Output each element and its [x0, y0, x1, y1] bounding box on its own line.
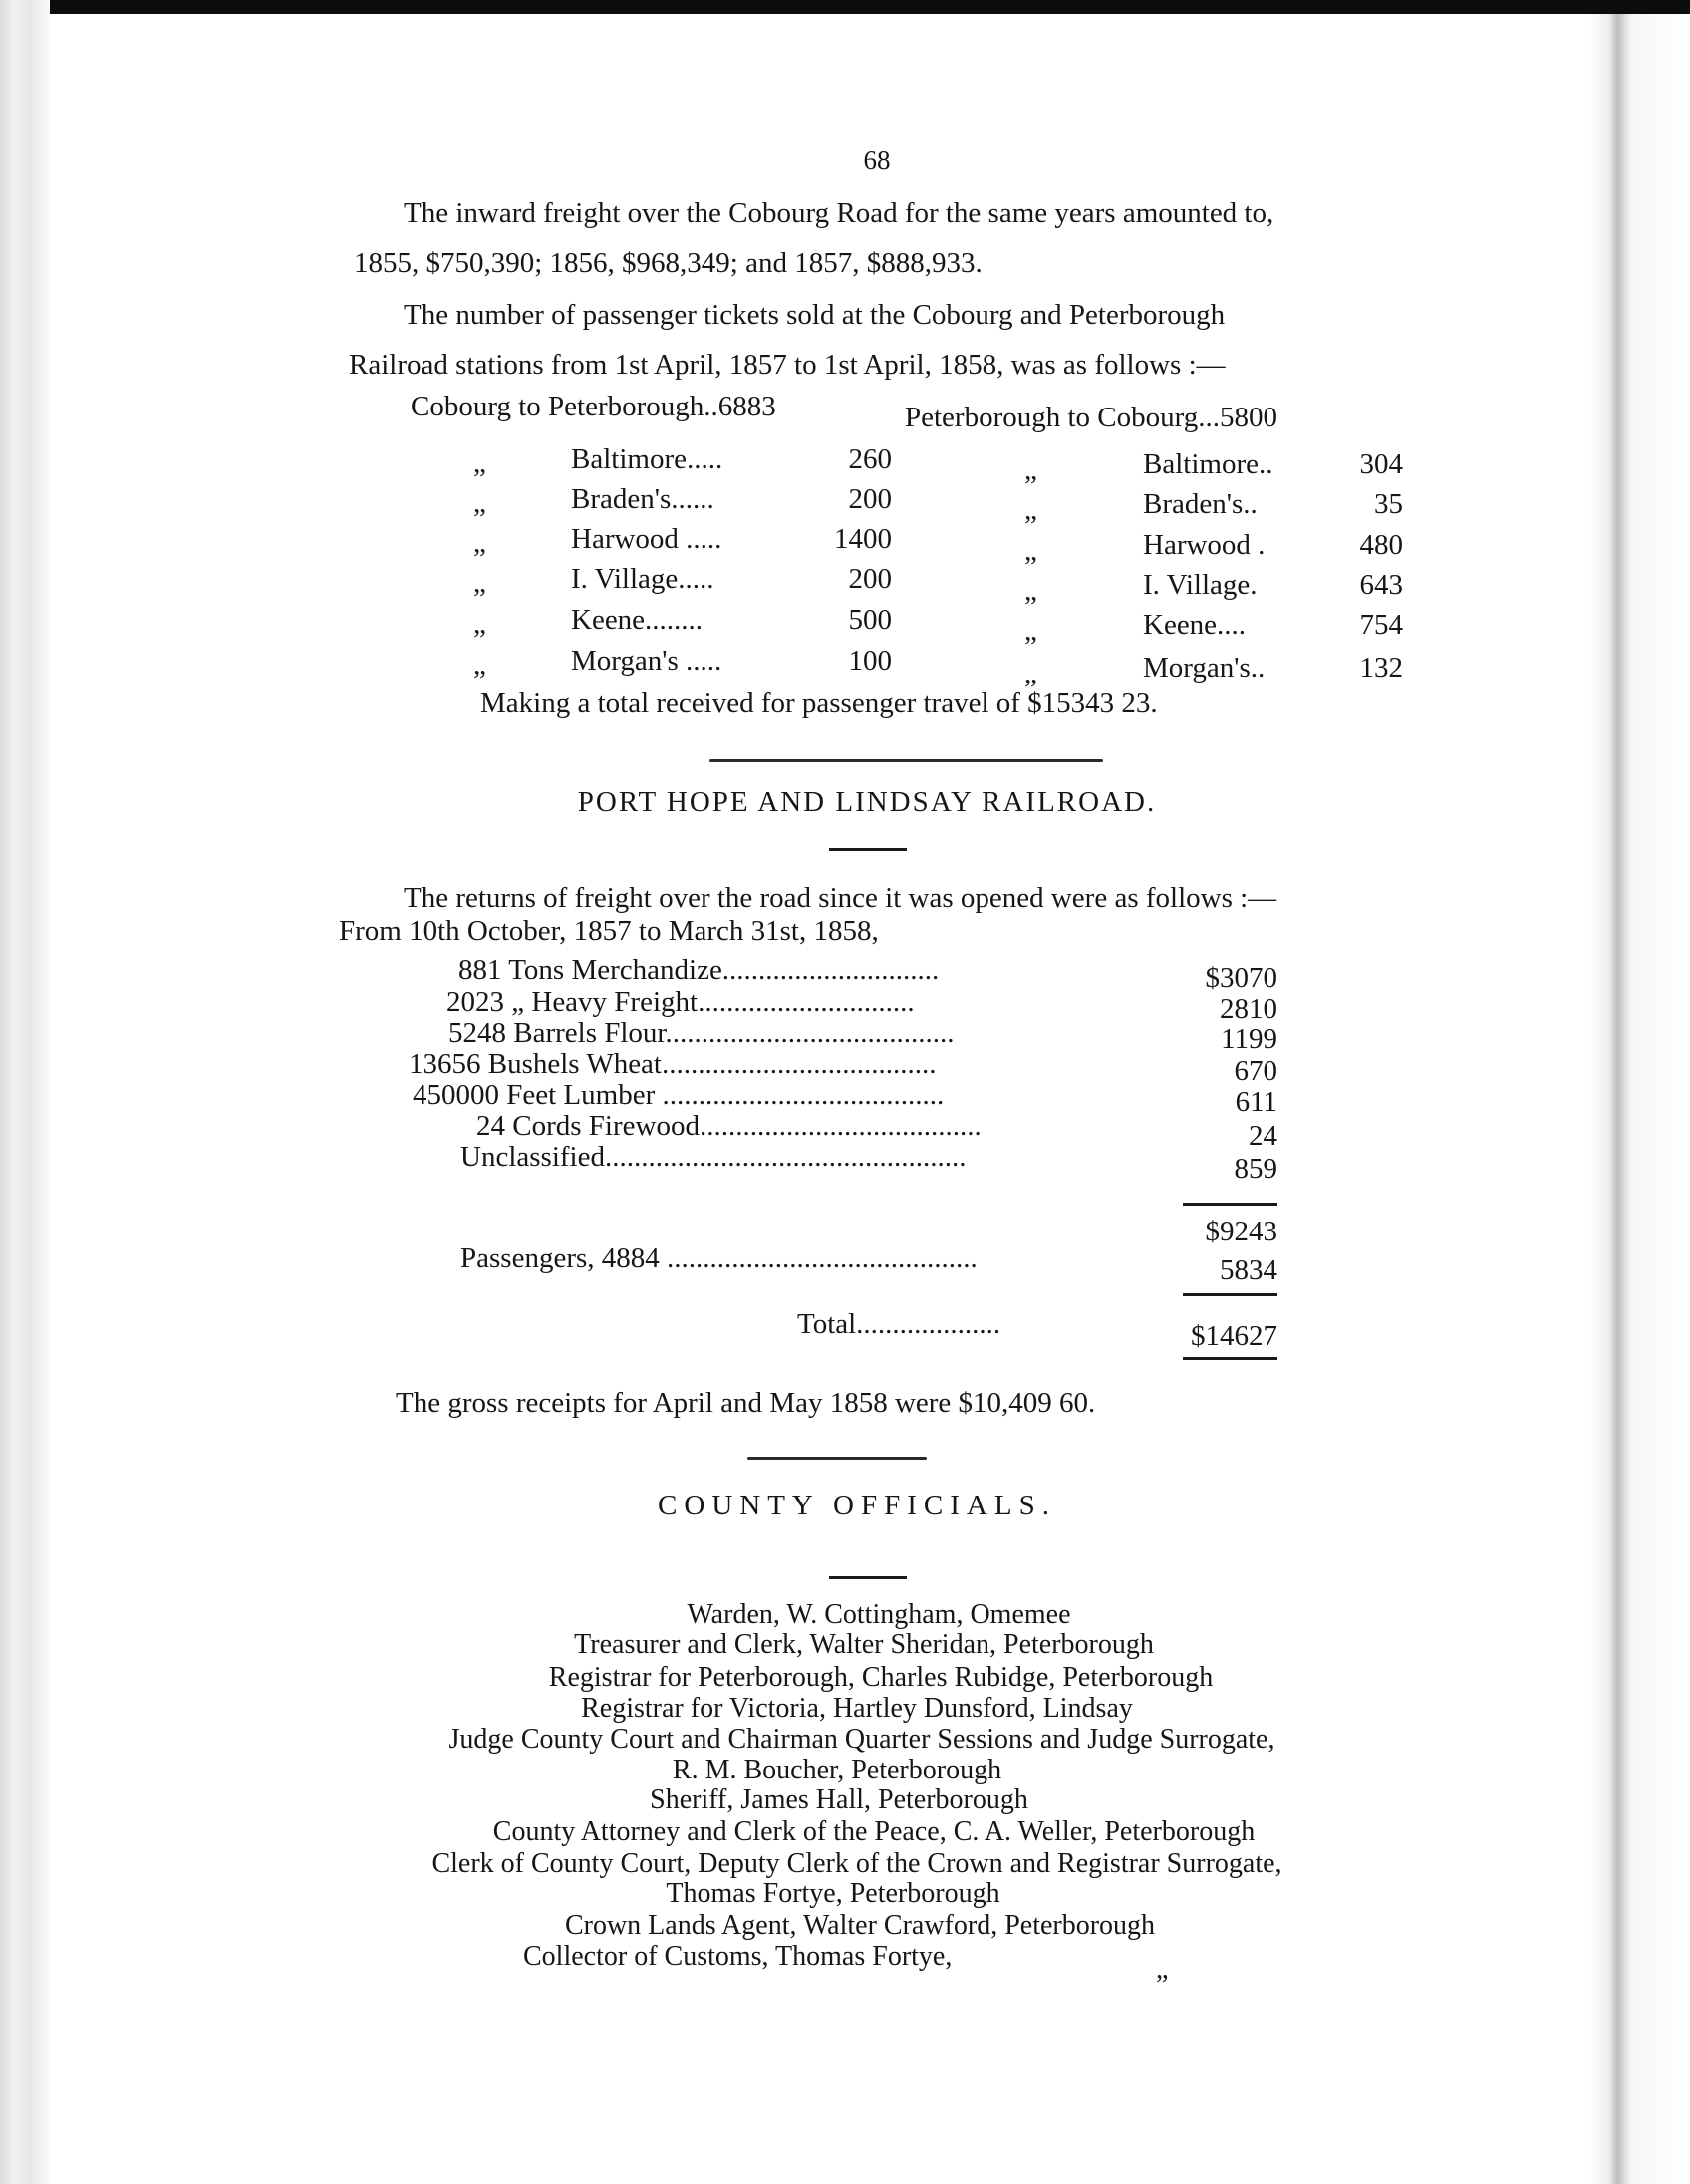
section-divider [747, 1457, 927, 1460]
ditto-mark: „ [473, 649, 486, 681]
official-line: Sheriff, James Hall, Peterborough [650, 1784, 1028, 1815]
ditto-mark: „ [1024, 658, 1037, 689]
freight-item: 24 Cords Firewood....................................... [476, 1110, 982, 1142]
cobourg-para2-line2: Railroad stations from 1st April, 1857 to 1st April, 1858, was as follows :— [349, 349, 1226, 381]
port-hope-intro-line2: From 10th October, 1857 to March 31st, 1858, [339, 915, 879, 947]
passenger-travel-total: Making a total received for passenger travel of $15343 23. [480, 687, 1158, 719]
station-name: Harwood ..... [571, 523, 722, 555]
total-rule [1183, 1293, 1277, 1296]
ditto-mark: „ [1024, 535, 1037, 567]
ticket-right-header: Peterborough to Cobourg...5800 [905, 402, 1278, 433]
cobourg-para2-line1: The number of passenger tickets sold at the Cobourg and Peterborough [404, 299, 1226, 331]
heading-underline [829, 1576, 907, 1579]
passengers-amount: 5834 [1220, 1254, 1277, 1286]
scan-left-edge [0, 0, 50, 2184]
page-number: 68 [863, 145, 891, 175]
station-name: Braden's...... [571, 483, 714, 515]
ditto-mark: „ [473, 608, 486, 640]
ticket-count: 1400 [834, 523, 892, 555]
ticket-count: 260 [848, 443, 892, 475]
freight-subtotal: $9243 [1205, 1216, 1277, 1247]
official-line: Crown Lands Agent, Walter Crawford, Peterborough [564, 1910, 1156, 1941]
official-line: R. M. Boucher, Peterborough [672, 1755, 1002, 1785]
total-label: Total.................... [797, 1308, 1001, 1340]
official-line: Treasurer and Clerk, Walter Sheridan, Peterborough [574, 1629, 1154, 1660]
ditto-mark: „ [1024, 494, 1037, 526]
ticket-count: 643 [1359, 569, 1403, 601]
ticket-count: 500 [848, 604, 892, 636]
official-line: Collector of Customs, Thomas Fortye, [523, 1941, 953, 1972]
freight-amount: $3070 [1205, 962, 1277, 994]
ditto-mark: „ [473, 487, 486, 519]
freight-amount: 611 [1235, 1086, 1277, 1118]
ditto-mark: „ [1024, 575, 1037, 607]
freight-item: 13656 Bushels Wheat...................................... [409, 1048, 937, 1080]
official-line: Warden, W. Cottingham, Omemee [687, 1599, 1071, 1630]
freight-item: Unclassified.................................................. [460, 1141, 967, 1173]
ticket-count: 480 [1359, 529, 1403, 561]
ticket-count: 304 [1359, 448, 1403, 480]
ticket-count: 754 [1359, 609, 1403, 641]
scan-top-border [0, 0, 1690, 14]
freight-item: 450000 Feet Lumber ....................................... [413, 1079, 945, 1111]
ticket-count: 100 [848, 645, 892, 677]
ditto-mark: „ [1156, 1954, 1169, 1985]
subtotal-rule [1183, 1203, 1277, 1206]
station-name: Braden's.. [1143, 488, 1258, 520]
heading-underline [829, 848, 907, 851]
total-double-rule [1183, 1357, 1277, 1360]
ditto-mark: „ [1024, 615, 1037, 647]
station-name: Keene........ [571, 604, 704, 636]
station-name: I. Village. [1143, 569, 1258, 601]
station-name: I. Village..... [571, 563, 714, 595]
freight-amount: 24 [1249, 1120, 1277, 1152]
passengers-label: Passengers, 4884 ........................................... [460, 1242, 978, 1274]
official-line: County Attorney and Clerk of the Peace, C. A. Weller, Peterborough [492, 1816, 1256, 1847]
official-line: Registrar for Victoria, Hartley Dunsford, Lindsay [581, 1693, 1133, 1724]
cobourg-para1-line2: 1855, $750,390; 1856, $968,349; and 1857, $888,933. [354, 247, 983, 279]
station-name: Morgan's.. [1143, 652, 1266, 683]
book-page [50, 14, 1589, 2184]
official-line: Judge County Court and Chairman Quarter Sessions and Judge Surrogate, [448, 1724, 1275, 1755]
ticket-count: 35 [1374, 488, 1403, 520]
total-amount: $14627 [1191, 1320, 1277, 1352]
station-name: Harwood . [1143, 529, 1266, 561]
freight-item: 881 Tons Merchandize.............................. [458, 955, 940, 986]
freight-item: 2023 „ Heavy Freight.............................. [446, 986, 915, 1018]
port-hope-heading: PORT HOPE AND LINDSAY RAILROAD. [577, 786, 1157, 818]
section-divider [709, 759, 1103, 762]
freight-amount: 859 [1234, 1153, 1277, 1185]
ticket-count: 200 [848, 563, 892, 595]
station-name: Baltimore..... [571, 443, 723, 475]
freight-amount: 2810 [1220, 993, 1277, 1025]
scan-right-edge [1589, 14, 1690, 2184]
freight-item: 5248 Barrels Flour........................................ [448, 1017, 955, 1049]
ticket-count: 132 [1359, 652, 1403, 683]
station-name: Keene.... [1143, 609, 1247, 641]
freight-amount: 1199 [1221, 1023, 1277, 1055]
official-line: Clerk of County Court, Deputy Clerk of the Crown and Registrar Surrogate, [431, 1848, 1282, 1879]
ticket-left-header: Cobourg to Peterborough..6883 [411, 391, 776, 422]
station-name: Morgan's ..... [571, 645, 722, 677]
ditto-mark: „ [473, 447, 486, 479]
county-officials-heading: COUNTY OFFICIALS. [658, 1490, 1056, 1521]
port-hope-intro-line1: The returns of freight over the road since it was opened were as follows :— [404, 882, 1277, 914]
ticket-count: 200 [848, 483, 892, 515]
freight-amount: 670 [1234, 1055, 1277, 1087]
ditto-mark: „ [1024, 454, 1037, 486]
cobourg-para1-line1: The inward freight over the Cobourg Road for the same years amounted to, [404, 197, 1274, 229]
official-line: Registrar for Peterborough, Charles Rubidge, Peterborough [548, 1662, 1214, 1693]
ditto-mark: „ [473, 527, 486, 559]
station-name: Baltimore.. [1143, 448, 1273, 480]
gross-receipts: The gross receipts for April and May 1858 were $10,409 60. [396, 1387, 1096, 1419]
official-line: Thomas Fortye, Peterborough [666, 1878, 1000, 1909]
ditto-mark: „ [473, 567, 486, 599]
